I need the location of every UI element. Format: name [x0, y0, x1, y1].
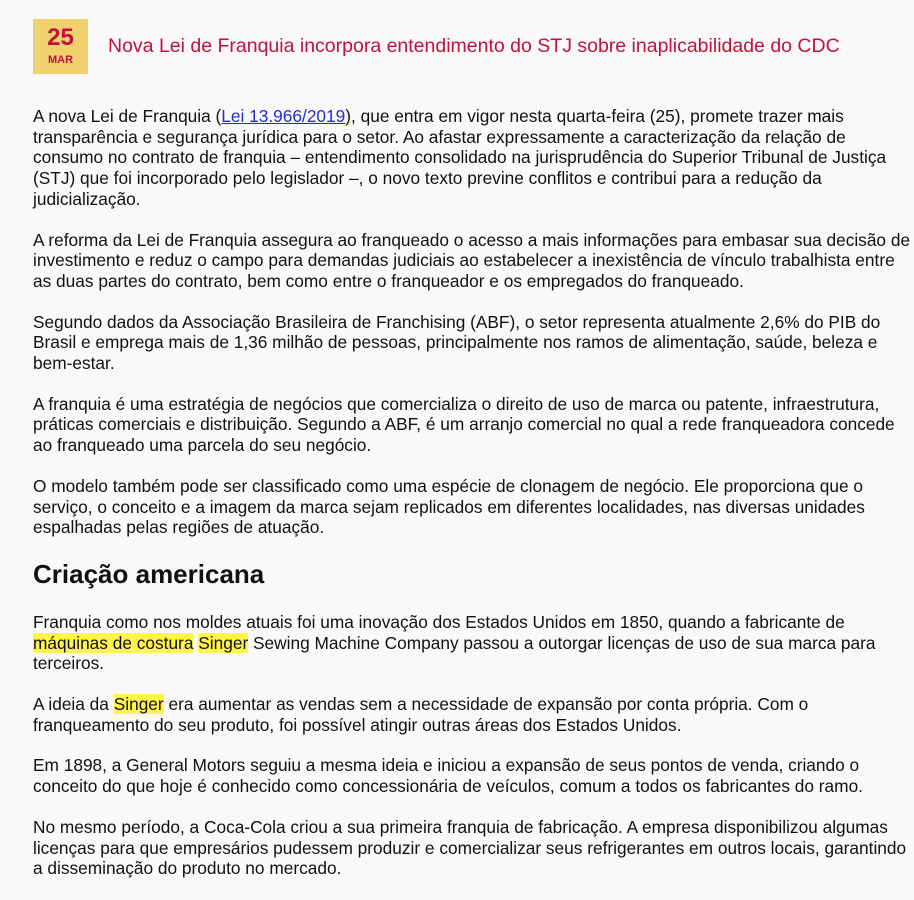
highlight-sewing-machines: máquinas de costura [33, 632, 194, 653]
paragraph-2: A reforma da Lei de Franquia assegura ao franqueado o acesso a mais informações para embasar sua decisão de investimento e reduz o campo para demandas judiciais ao estabelecer a inexistência de vínculo trabalhista entre as duas partes do contrato, bem como entre o franqueador e os empregados do franqueado. [33, 229, 911, 291]
paragraph-7-lead: A ideia da [33, 694, 114, 715]
section-heading: Criação americana [33, 558, 265, 589]
paragraph-6-rest: Sewing Machine Company passou a outorgar licenças de uso de sua marca para terceiros. [33, 632, 876, 674]
article-title[interactable]: Nova Lei de Franquia incorpora entendimento do STJ sobre inaplicabilidade do CDC [108, 35, 840, 57]
paragraph-3: Segundo dados da Associação Brasileira de Franchising (ABF), o setor representa atualmente 2,6% do PIB do Brasil e emprega mais de 1,36 milhão de pessoas, principalmente nos ramos de alimentação, saúde, beleza e bem-estar. [33, 311, 881, 374]
article-body [33, 106, 911, 899]
paragraph-5: O modelo também pode ser classificado como uma espécie de clonagem de negócio. Ele proporciona que o serviço, o conceito e a imagem da marca sejam replicados em diferentes localidades, nas diversas unidades espalhadas pelas regiões de atuação. [33, 475, 865, 538]
paragraph-6-lead: Franquia como nos moldes atuais foi uma inovação dos Estados Unidos em 1850, quando a fabricante de [33, 611, 845, 632]
date-month: MAR [47, 54, 74, 66]
paragraph-1-rest: ), que entra em vigor nesta quarta-feira (25), promete trazer mais transparência e segurança jurídica para o setor. Ao afastar expressamente a caracterização da relação de consumo no contrato de franquia – entendimento consolidado na jurisprudência do Superior Tribunal de Justiça (STJ) que foi incorporado pelo legislador –, o novo texto previne conflitos e contribui para a redução da judicialização. [33, 106, 887, 209]
paragraph-7 [33, 694, 911, 735]
highlight-singer: Singer [198, 632, 249, 653]
law-link[interactable]: Lei 13.966/2019 [221, 106, 346, 126]
paragraph-9: No mesmo período, a Coca-Cola criou a sua primeira franquia de fabricação. A empresa disponibilizou algumas licenças para que empresários pudessem produzir e comercializar seus refrigerantes em outros locais, garantindo a disseminação do produto no mercado. [33, 816, 907, 879]
date-day: 25 [47, 24, 74, 51]
paragraph-1-lead: A nova Lei de Franquia ( [33, 106, 222, 126]
paragraph-1 [33, 106, 911, 210]
paragraph-4: A franquia é uma estratégia de negócios que comercializa o direito de uso de marca ou patente, infraestrutura, práticas comerciais e distribuição. Segundo a ABF, é um arranjo comercial no qual a rede franqueadora concede ao franqueado uma parcela do seu negócio. [33, 393, 895, 456]
highlight-singer-2: Singer [113, 694, 164, 715]
date-badge [33, 19, 88, 74]
paragraph-7-rest: era aumentar as vendas sem a necessidade de expansão por conta própria. Com o franqueamento do seu produto, foi possível atingir outras áreas dos Estados Unidos. [33, 694, 809, 735]
paragraph-8: Em 1898, a General Motors seguiu a mesma ideia e iniciou a expansão de seus pontos de venda, criando o conceito do que hoje é conhecido como concessionária de veículos, comum a todos os fabricantes do ramo. [33, 755, 863, 797]
paragraph-6 [33, 612, 911, 674]
